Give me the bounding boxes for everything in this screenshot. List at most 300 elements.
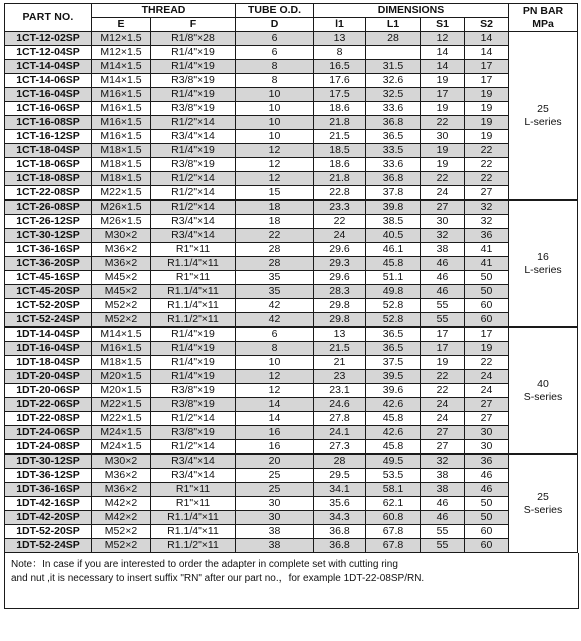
thread-f-cell: R1/4"×19 (151, 88, 236, 102)
table-row (5, 130, 578, 144)
pn-series-label: S-series (523, 503, 563, 516)
dim-s1-cell: 27 (421, 426, 465, 440)
part-no-cell: 1CT-22-08SP (5, 186, 92, 201)
thread-e-cell: M16×1.5 (92, 88, 151, 102)
dim-L1-cell (366, 46, 421, 60)
dim-s2-cell: 22 (465, 158, 509, 172)
thread-e-cell: M16×1.5 (92, 130, 151, 144)
dim-s2-cell: 60 (465, 299, 509, 313)
dim-s1-cell: 55 (421, 299, 465, 313)
part-no-cell: 1DT-18-04SP (5, 356, 92, 370)
dim-s2-cell: 46 (465, 483, 509, 497)
thread-e-cell: M18×1.5 (92, 172, 151, 186)
dim-L1-cell: 67.8 (366, 539, 421, 553)
dim-l1-cell: 18.5 (314, 144, 366, 158)
dim-s1-cell: 24 (421, 412, 465, 426)
tube-d-cell: 14 (236, 412, 314, 426)
tube-d-cell: 12 (236, 384, 314, 398)
table-row (5, 271, 578, 285)
header-dim-l1: l1 (314, 18, 366, 32)
part-no-cell: 1CT-45-20SP (5, 285, 92, 299)
thread-f-cell: R1/4"×19 (151, 356, 236, 370)
dim-s2-cell: 46 (465, 469, 509, 483)
tube-d-cell: 10 (236, 356, 314, 370)
thread-f-cell: R1/2"×14 (151, 412, 236, 426)
dim-s2-cell: 24 (465, 384, 509, 398)
tube-d-cell: 8 (236, 60, 314, 74)
table-row (5, 313, 578, 328)
order-note (4, 553, 579, 609)
thread-f-cell: R1/8"×28 (151, 32, 236, 46)
dim-L1-cell: 36.8 (366, 116, 421, 130)
dim-s1-cell: 55 (421, 539, 465, 553)
dim-L1-cell: 67.8 (366, 525, 421, 539)
thread-f-cell: R1"×11 (151, 243, 236, 257)
dim-s1-cell: 19 (421, 356, 465, 370)
dim-s1-cell: 24 (421, 398, 465, 412)
table-row (5, 327, 578, 342)
dim-L1-cell: 49.5 (366, 454, 421, 469)
dim-s2-cell: 27 (465, 186, 509, 201)
table-row (5, 215, 578, 229)
thread-f-cell: R1/4"×19 (151, 370, 236, 384)
thread-f-cell: R1/2"×14 (151, 200, 236, 215)
dim-s1-cell: 22 (421, 370, 465, 384)
dim-s1-cell: 17 (421, 342, 465, 356)
part-no-cell: 1DT-42-20SP (5, 511, 92, 525)
table-row (5, 186, 578, 201)
dim-s2-cell: 50 (465, 271, 509, 285)
table-row (5, 144, 578, 158)
tube-d-cell: 16 (236, 440, 314, 455)
table-row (5, 454, 578, 469)
dim-l1-cell: 27.8 (314, 412, 366, 426)
pn-rating-cell (509, 32, 578, 201)
tube-d-cell: 8 (236, 342, 314, 356)
dim-s2-cell: 19 (465, 130, 509, 144)
tube-d-cell: 12 (236, 158, 314, 172)
thread-f-cell: R3/4"×14 (151, 130, 236, 144)
dim-s1-cell: 30 (421, 215, 465, 229)
dim-s2-cell: 36 (465, 454, 509, 469)
header-pn-mpa-label: MPa (532, 17, 554, 30)
dim-s1-cell: 32 (421, 454, 465, 469)
thread-e-cell: M16×1.5 (92, 102, 151, 116)
thread-f-cell: R1.1/4"×11 (151, 285, 236, 299)
dim-l1-cell: 36.8 (314, 525, 366, 539)
dim-s2-cell: 30 (465, 440, 509, 455)
part-no-cell: 1CT-16-12SP (5, 130, 92, 144)
dim-s2-cell: 22 (465, 172, 509, 186)
dim-L1-cell: 60.8 (366, 511, 421, 525)
table-row (5, 102, 578, 116)
dim-l1-cell: 21.5 (314, 130, 366, 144)
dim-s1-cell: 46 (421, 511, 465, 525)
tube-d-cell: 25 (236, 469, 314, 483)
tube-d-cell: 38 (236, 525, 314, 539)
dim-l1-cell: 16.5 (314, 60, 366, 74)
tube-d-cell: 10 (236, 102, 314, 116)
dim-l1-cell: 18.6 (314, 102, 366, 116)
dim-L1-cell: 42.6 (366, 426, 421, 440)
dim-s1-cell: 46 (421, 257, 465, 271)
header-pn-bar-label: PN BAR (522, 4, 564, 17)
thread-e-cell: M36×2 (92, 257, 151, 271)
thread-e-cell: M52×2 (92, 299, 151, 313)
dim-l1-cell: 23 (314, 370, 366, 384)
thread-e-cell: M14×1.5 (92, 60, 151, 74)
dim-L1-cell: 36.5 (366, 342, 421, 356)
part-no-cell: 1DT-20-04SP (5, 370, 92, 384)
part-no-cell: 1DT-14-04SP (5, 327, 92, 342)
dim-s2-cell: 27 (465, 398, 509, 412)
table-row (5, 469, 578, 483)
pn-rating-value: 16 (537, 250, 549, 263)
dim-L1-cell: 53.5 (366, 469, 421, 483)
header-tube-od: TUBE O.D. (236, 4, 314, 18)
dim-l1-cell: 36.8 (314, 539, 366, 553)
thread-f-cell: R1.1/4"×11 (151, 525, 236, 539)
table-row (5, 257, 578, 271)
thread-e-cell: M52×2 (92, 539, 151, 553)
table-row (5, 46, 578, 60)
dim-l1-cell: 17.5 (314, 88, 366, 102)
thread-e-cell: M12×1.5 (92, 32, 151, 46)
part-no-cell: 1CT-36-20SP (5, 257, 92, 271)
table-row (5, 426, 578, 440)
tube-d-cell: 22 (236, 229, 314, 243)
dim-l1-cell: 29.6 (314, 243, 366, 257)
thread-e-cell: M20×1.5 (92, 384, 151, 398)
table-row (5, 172, 578, 186)
table-row (5, 440, 578, 455)
dim-l1-cell: 28 (314, 454, 366, 469)
thread-f-cell: R3/4"×14 (151, 469, 236, 483)
part-no-cell: 1CT-18-04SP (5, 144, 92, 158)
thread-f-cell: R1/4"×19 (151, 60, 236, 74)
dim-s1-cell: 46 (421, 271, 465, 285)
dim-s1-cell: 14 (421, 46, 465, 60)
dim-s1-cell: 38 (421, 469, 465, 483)
thread-f-cell: R1"×11 (151, 271, 236, 285)
thread-e-cell: M30×2 (92, 454, 151, 469)
tube-d-cell: 8 (236, 74, 314, 88)
tube-d-cell: 28 (236, 243, 314, 257)
tube-d-cell: 16 (236, 426, 314, 440)
dim-L1-cell: 46.1 (366, 243, 421, 257)
thread-f-cell: R1/4"×19 (151, 46, 236, 60)
thread-e-cell: M36×2 (92, 483, 151, 497)
thread-f-cell: R1.1/2"×11 (151, 313, 236, 328)
dim-L1-cell: 39.6 (366, 384, 421, 398)
dim-l1-cell: 24.1 (314, 426, 366, 440)
dim-L1-cell: 39.5 (366, 370, 421, 384)
dim-L1-cell: 39.8 (366, 200, 421, 215)
thread-e-cell: M22×1.5 (92, 186, 151, 201)
thread-f-cell: R1/2"×14 (151, 440, 236, 455)
table-header (5, 4, 578, 32)
tube-d-cell: 25 (236, 483, 314, 497)
dim-s2-cell: 19 (465, 102, 509, 116)
thread-e-cell: M12×1.5 (92, 46, 151, 60)
tube-d-cell: 12 (236, 144, 314, 158)
dim-s2-cell: 60 (465, 313, 509, 328)
dim-L1-cell: 45.8 (366, 257, 421, 271)
dim-s2-cell: 22 (465, 356, 509, 370)
part-no-cell: 1DT-36-16SP (5, 483, 92, 497)
spec-sheet (4, 3, 577, 609)
thread-e-cell: M42×2 (92, 511, 151, 525)
thread-f-cell: R1/4"×19 (151, 327, 236, 342)
table-row (5, 384, 578, 398)
thread-e-cell: M45×2 (92, 285, 151, 299)
dim-s2-cell: 50 (465, 285, 509, 299)
thread-e-cell: M24×1.5 (92, 440, 151, 455)
thread-f-cell: R1.1/4"×11 (151, 511, 236, 525)
dim-L1-cell: 58.1 (366, 483, 421, 497)
header-dim-L1: L1 (366, 18, 421, 32)
part-no-cell: 1CT-45-16SP (5, 271, 92, 285)
dim-s1-cell: 38 (421, 243, 465, 257)
part-no-cell: 1CT-26-08SP (5, 200, 92, 215)
thread-e-cell: M52×2 (92, 525, 151, 539)
thread-f-cell: R3/8"×19 (151, 74, 236, 88)
header-tube-d: D (236, 18, 314, 32)
dim-l1-cell: 17.6 (314, 74, 366, 88)
header-dimensions: DIMENSIONS (314, 4, 509, 18)
tube-d-cell: 6 (236, 327, 314, 342)
table-row (5, 60, 578, 74)
pn-rating-value: 25 (537, 490, 549, 503)
order-note-line-1: Note：In case if you are interested to order the adapter in complete set with cutting ring (11, 559, 398, 570)
table-row (5, 285, 578, 299)
dim-L1-cell: 37.8 (366, 186, 421, 201)
thread-f-cell: R1.1/4"×11 (151, 299, 236, 313)
table-row (5, 342, 578, 356)
dim-L1-cell: 36.5 (366, 130, 421, 144)
dim-s1-cell: 19 (421, 102, 465, 116)
thread-e-cell: M16×1.5 (92, 342, 151, 356)
dim-s1-cell: 12 (421, 32, 465, 46)
thread-e-cell: M36×2 (92, 469, 151, 483)
tube-d-cell: 12 (236, 370, 314, 384)
dim-s2-cell: 50 (465, 511, 509, 525)
tube-d-cell: 42 (236, 299, 314, 313)
table-row (5, 74, 578, 88)
thread-e-cell: M30×2 (92, 229, 151, 243)
header-part-no: PART NO. (5, 4, 92, 32)
dim-s2-cell: 32 (465, 200, 509, 215)
table-body (5, 32, 578, 553)
dim-s2-cell: 41 (465, 257, 509, 271)
part-no-cell: 1CT-14-06SP (5, 74, 92, 88)
table-row (5, 116, 578, 130)
dim-l1-cell: 23.1 (314, 384, 366, 398)
dim-s2-cell: 60 (465, 525, 509, 539)
part-no-cell: 1CT-52-24SP (5, 313, 92, 328)
part-no-cell: 1DT-22-08SP (5, 412, 92, 426)
header-thread-f: F (151, 18, 236, 32)
header-dim-s2: S2 (465, 18, 509, 32)
thread-e-cell: M16×1.5 (92, 116, 151, 130)
dim-l1-cell: 35.6 (314, 497, 366, 511)
table-row (5, 88, 578, 102)
dim-s2-cell: 24 (465, 370, 509, 384)
dim-s2-cell: 36 (465, 229, 509, 243)
dim-l1-cell: 21 (314, 356, 366, 370)
table-row (5, 497, 578, 511)
thread-f-cell: R1"×11 (151, 497, 236, 511)
dim-L1-cell: 52.8 (366, 299, 421, 313)
dim-l1-cell: 34.1 (314, 483, 366, 497)
thread-f-cell: R3/4"×14 (151, 454, 236, 469)
dim-L1-cell: 28 (366, 32, 421, 46)
order-note-line-2: and nut ,it is necessary to insert suffix "RN" after our part no.，for example 1DT-22-08SP/RN. (11, 573, 425, 584)
thread-e-cell: M18×1.5 (92, 158, 151, 172)
tube-d-cell: 18 (236, 200, 314, 215)
thread-e-cell: M24×1.5 (92, 426, 151, 440)
dim-s1-cell: 22 (421, 172, 465, 186)
part-no-cell: 1CT-16-06SP (5, 102, 92, 116)
thread-e-cell: M18×1.5 (92, 356, 151, 370)
header-dim-s1: S1 (421, 18, 465, 32)
dim-L1-cell: 37.5 (366, 356, 421, 370)
thread-e-cell: M18×1.5 (92, 144, 151, 158)
dim-l1-cell: 29.6 (314, 271, 366, 285)
tube-d-cell: 6 (236, 32, 314, 46)
dim-L1-cell: 32.6 (366, 74, 421, 88)
tube-d-cell: 38 (236, 539, 314, 553)
dim-L1-cell: 45.8 (366, 440, 421, 455)
dim-L1-cell: 40.5 (366, 229, 421, 243)
table-row (5, 243, 578, 257)
dim-s2-cell: 17 (465, 74, 509, 88)
part-no-cell: 1DT-22-06SP (5, 398, 92, 412)
part-no-cell: 1CT-16-08SP (5, 116, 92, 130)
dim-l1-cell: 24 (314, 229, 366, 243)
dim-l1-cell: 21.8 (314, 172, 366, 186)
part-no-cell: 1DT-30-12SP (5, 454, 92, 469)
part-no-cell: 1DT-42-16SP (5, 497, 92, 511)
dim-s2-cell: 19 (465, 342, 509, 356)
dim-L1-cell: 32.5 (366, 88, 421, 102)
part-no-cell: 1DT-24-06SP (5, 426, 92, 440)
tube-d-cell: 6 (236, 46, 314, 60)
adapter-spec-table (4, 3, 578, 553)
thread-f-cell: R1/2"×14 (151, 186, 236, 201)
part-no-cell: 1DT-36-12SP (5, 469, 92, 483)
thread-f-cell: R1"×11 (151, 483, 236, 497)
dim-s1-cell: 32 (421, 229, 465, 243)
tube-d-cell: 35 (236, 285, 314, 299)
part-no-cell: 1CT-12-04SP (5, 46, 92, 60)
dim-s1-cell: 19 (421, 74, 465, 88)
pn-series-label: L-series (524, 115, 562, 128)
table-row (5, 356, 578, 370)
dim-L1-cell: 52.8 (366, 313, 421, 328)
part-no-cell: 1CT-26-12SP (5, 215, 92, 229)
dim-l1-cell: 22 (314, 215, 366, 229)
dim-l1-cell: 29.3 (314, 257, 366, 271)
header-thread: THREAD (92, 4, 236, 18)
thread-e-cell: M45×2 (92, 271, 151, 285)
part-no-cell: 1CT-16-04SP (5, 88, 92, 102)
table-row (5, 412, 578, 426)
tube-d-cell: 28 (236, 257, 314, 271)
table-row (5, 483, 578, 497)
part-no-cell: 1CT-30-12SP (5, 229, 92, 243)
dim-s1-cell: 30 (421, 130, 465, 144)
dim-s1-cell: 55 (421, 525, 465, 539)
tube-d-cell: 18 (236, 215, 314, 229)
dim-L1-cell: 51.1 (366, 271, 421, 285)
table-row (5, 370, 578, 384)
dim-L1-cell: 33.5 (366, 144, 421, 158)
dim-s2-cell: 30 (465, 426, 509, 440)
dim-l1-cell: 24.6 (314, 398, 366, 412)
dim-L1-cell: 49.8 (366, 285, 421, 299)
dim-l1-cell: 29.8 (314, 299, 366, 313)
part-no-cell: 1CT-14-04SP (5, 60, 92, 74)
dim-L1-cell: 36.8 (366, 172, 421, 186)
thread-e-cell: M20×1.5 (92, 370, 151, 384)
table-row (5, 299, 578, 313)
part-no-cell: 1CT-36-16SP (5, 243, 92, 257)
tube-d-cell: 30 (236, 497, 314, 511)
thread-f-cell: R3/8"×19 (151, 398, 236, 412)
dim-l1-cell: 34.3 (314, 511, 366, 525)
part-no-cell: 1CT-12-02SP (5, 32, 92, 46)
dim-s1-cell: 22 (421, 116, 465, 130)
thread-f-cell: R1/2"×14 (151, 116, 236, 130)
thread-e-cell: M22×1.5 (92, 412, 151, 426)
part-no-cell: 1CT-18-08SP (5, 172, 92, 186)
dim-L1-cell: 42.6 (366, 398, 421, 412)
thread-f-cell: R1/4"×19 (151, 144, 236, 158)
dim-s1-cell: 19 (421, 158, 465, 172)
dim-s1-cell: 24 (421, 186, 465, 201)
dim-L1-cell: 62.1 (366, 497, 421, 511)
dim-s1-cell: 46 (421, 285, 465, 299)
thread-f-cell: R3/8"×19 (151, 384, 236, 398)
thread-e-cell: M14×1.5 (92, 74, 151, 88)
table-row (5, 525, 578, 539)
dim-s2-cell: 17 (465, 327, 509, 342)
tube-d-cell: 10 (236, 130, 314, 144)
tube-d-cell: 15 (236, 186, 314, 201)
thread-f-cell: R3/8"×19 (151, 158, 236, 172)
dim-L1-cell: 45.8 (366, 412, 421, 426)
tube-d-cell: 10 (236, 88, 314, 102)
dim-s1-cell: 17 (421, 327, 465, 342)
dim-s1-cell: 55 (421, 313, 465, 328)
dim-L1-cell: 33.6 (366, 102, 421, 116)
thread-e-cell: M22×1.5 (92, 398, 151, 412)
dim-s2-cell: 19 (465, 116, 509, 130)
thread-e-cell: M36×2 (92, 243, 151, 257)
dim-s2-cell: 27 (465, 412, 509, 426)
dim-s2-cell: 32 (465, 215, 509, 229)
thread-f-cell: R3/8"×19 (151, 426, 236, 440)
thread-f-cell: R1/2"×14 (151, 172, 236, 186)
dim-l1-cell: 21.5 (314, 342, 366, 356)
dim-L1-cell: 38.5 (366, 215, 421, 229)
pn-rating-value: 25 (537, 102, 549, 115)
dim-s2-cell: 22 (465, 144, 509, 158)
table-row (5, 511, 578, 525)
dim-l1-cell: 29.5 (314, 469, 366, 483)
dim-s2-cell: 60 (465, 539, 509, 553)
